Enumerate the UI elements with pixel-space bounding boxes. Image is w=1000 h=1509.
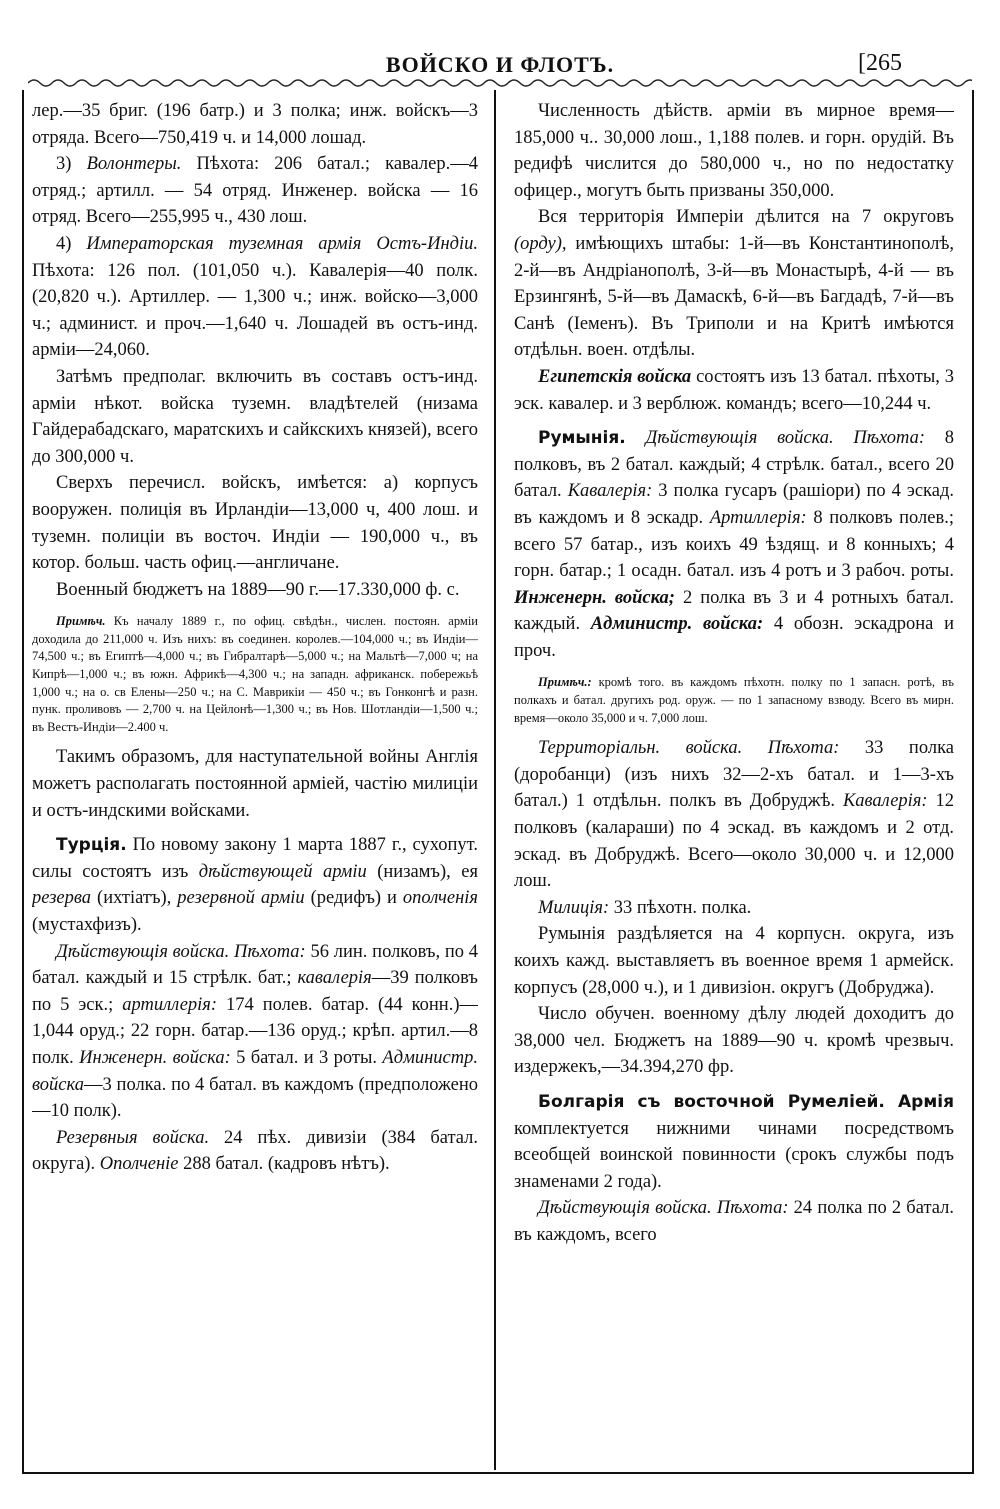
item-number: 3) [56,154,87,175]
paragraph-militia [514,895,954,922]
section-term: Администр. войска [32,1047,478,1095]
paragraph-territorial [514,735,954,895]
paragraph: Численность дѣйств. арміи въ мирное время—185,000 ч.. 30,000 лош., 1,188 полев. и горн. орудій. Въ редифѣ числится до 580,000 ч., но по недостатку офицер., могутъ быть призваны 350,000. [514,101,954,201]
section-term: Территоріальн. войска. Пѣхота: [538,738,840,759]
section-term: Инженерн. войска: [79,1047,231,1068]
paragraph-text: комплектуется нижними чинами посредствомъ всеобщей воинской повинности (срокъ службы подъ знаменами 2 года). [514,1118,954,1192]
paragraph-text: 33 пѣхотн. полка. [609,897,752,918]
paragraph-text: По новому закону 1 марта 1887 г., сухопут. силы состоятъ изъ [32,835,478,882]
section-heading: Турція. [56,835,127,856]
section-term: Инженерн. войска; [514,587,675,608]
paragraph-volunteers [32,151,478,231]
footnote-label: Примѣч. [56,614,106,629]
paragraph-text: 24 полка по 2 батал. въ каждомъ, всего [514,1198,954,1245]
paragraph-turkey-reserve [32,1125,478,1178]
section-heading: Болгарія съ восточной Румеліей. [538,1091,885,1112]
paragraph-text: 174 полев. батар. (44 конн.)—1,044 оруд.; 22 горн. батар.—136 оруд.; крѣп. артил.—8 полк. [32,994,478,1068]
section-heading: Румынія. [538,428,626,449]
section-term: Администр. войска: [590,614,764,635]
paragraph-bulgaria-active [514,1195,954,1248]
paragraph-text: 8 полковъ, въ 2 батал. каждый; 4 стрѣлк. батал., всего 20 батал. [514,428,954,502]
wavy-header-rule [28,76,972,90]
paragraph-text: 4 обозн. эскадрона и проч. [514,614,954,661]
paragraph-text: 24 пѣх. дивизіи (384 батал. округа). [32,1127,478,1175]
paragraph: лер.—35 бриг. (196 батр.) и 3 полка; инж. войскъ—3 отряда. Всего—750,419 ч. и 14,000 лошад. [32,101,478,148]
page-header-title: ВОЙСКО И ФЛОТЪ. [385,52,615,77]
paragraph: Число обучен. военному дѣлу людей доходитъ до 38,000 чел. Бюджетъ на 1889—90 ч. кромѣ чрезвыч. издержекъ,—34.394,270 фр. [514,1004,954,1078]
column-divider [494,90,496,1470]
paragraph-text: Пѣхота: 206 батал.; кавалер.—4 отряд.; артилл. — 54 отряд. Инженер. войска — 16 отряд. Всего—255,995 ч., 430 лош. [32,154,478,228]
paragraph-text: 12 полковъ (калараши) по 4 эскад. въ каждомъ и 2 отд. эскад. въ Добруджѣ. Всего—около 30,000 ч. и 12,000 лош. [514,791,954,892]
paragraph-text: 56 лин. полковъ, по 4 батал. каждый и 15 стрѣлк. бат.; [32,941,478,989]
page-number: [265 [858,50,902,76]
paragraph-text: (редифъ) и [304,888,403,909]
section-term: Дѣйствующія войска. Пѣхота: [56,941,306,962]
paragraph-romania [514,425,954,664]
paragraph-text: 288 батал. (кадровъ нѣтъ). [178,1154,390,1175]
left-column [32,98,478,1466]
section-term: Кавалерія: [567,481,653,502]
paragraph: Такимъ образомъ, для наступательной войны Англія можетъ располагать постоянной арміей, частію милиціи и остъ-индскими войсками. [32,747,478,821]
right-column [514,98,954,1466]
section-term: Ополченіе [99,1154,179,1175]
footnote [514,674,954,727]
footnote-text: кромѣ того. въ каждомъ пѣхотн. полку по 1 запасн. ротѣ, въ полкахъ и батал. другихъ род. оруж. — по 1 запасному взводу. Всего въ мирн. время—около 35,000 и ч. 7,000 лош. [514,675,954,725]
paragraph: Затѣмъ предполаг. включить въ составъ остъ-инд. арміи нѣкот. войска туземн. владѣтелей (низама Гайдерабадскаго, маратскихъ и сайкскихъ князей), всего до 300,000 ч. [32,366,478,467]
paragraph-indian-army [32,231,478,364]
section-term: дѣйствующей арміи [198,861,367,882]
paragraph-bulgaria [514,1089,954,1195]
paragraph: Румынія раздѣляется на 4 корпусн. округа, изъ коихъ кажд. выставляетъ въ военное время 1 армейск. корпусъ (28,000 ч.), и 1 дивизіон. округъ (Добруджа). [514,924,954,998]
footnote [32,613,478,736]
section-term: Египетскія войска [538,366,692,387]
paragraph-text: 33 полка (доробанци) (изъ нихъ 32—2-хъ батал. и 1—3-хъ батал.) 1 отдѣльн. полкъ въ Добруджѣ. [514,738,954,812]
paragraph-text: (мустахфизъ). [32,915,142,935]
section-term: (орду), [514,233,567,254]
paragraph-text: Пѣхота: 126 пол. (101,050 ч.). Кавалерія—40 полк. (20,820 ч.). Артиллер. — 1,300 ч.; инж. войско—3,000 ч.; админист. и проч.—1,640 ч. Лошадей въ остъ-инд. арміи—24,060. [32,260,478,361]
section-term: Императорская туземная армія Остъ-Индіи. [86,233,478,254]
paragraph-turkey-active [32,939,478,1125]
paragraph-turkey [32,832,478,938]
section-term: ополченія [402,888,478,909]
section-term: резерва [32,888,92,909]
paragraph-text: 5 батал. и 3 роты. [230,1047,383,1068]
section-term: Дѣйствующія войска. Пѣхота: [625,428,926,449]
item-number: 4) [56,233,87,254]
paragraph-text: —39 полковъ по 5 эск.; [32,968,478,1015]
section-term: Кавалерія: [842,791,928,812]
section-term: Милиція: [538,897,610,918]
paragraph-text: (низамъ), ея [366,861,478,882]
section-term: резервной арміи [177,888,305,909]
paragraph-text: состоятъ изъ 13 батал. пѣхоты, 3 эск. кавалер. и 3 верблюж. командъ; всего—10,244 ч. [514,366,954,414]
section-term: Резервныя войска. [56,1127,210,1148]
paragraph-budget: Военный бюджетъ на 1889—90 г.—17.330,000 ф. с. [56,579,460,600]
paragraph-egypt [514,364,954,417]
section-term: Артиллерія: [709,507,807,528]
section-term: кавалерія [297,968,372,989]
paragraph: Сверхъ перечисл. войскъ, имѣется: а) корпусъ вооружен. полиція въ Ирландіи—13,000 ч, 400 лош. и туземн. полиціи въ восточ. Индіи — 190,000 ч., въ котор. больш. часть офиц.—англичане. [32,473,478,574]
paragraph-text: (ихтіатъ), [91,888,178,909]
paragraph-text: имѣющихъ штабы: 1-й—въ Константинополѣ, 2-й—въ Андріанополѣ, 3-й—въ Монастырѣ, 4-й — въ Ерзингянѣ, 5-й—въ Дамаскѣ, 6-й—въ Багдадѣ, 7-й—въ Санѣ (Iеменъ). Въ Триполи и на Критѣ имѣются отдѣльн. воен. отдѣлы. [514,233,954,361]
paragraph-text: 3 полка гусаръ (рашіори) по 4 эскад. въ каждомъ и 8 эскадр. [514,481,954,528]
section-term: артиллерія: [122,994,218,1015]
paragraph-text: 2 полка въ 3 и 4 ротныхъ батал. каждый. [514,587,954,635]
footnote-label: Примѣч.: [538,675,592,690]
paragraph-text: Вся территорія Имперіи дѣлится на 7 округовъ [538,207,954,228]
section-heading: Армія [884,1091,954,1112]
section-term: Волонтеры. [86,154,182,175]
section-term: Дѣйствующія войска. Пѣхота: [538,1198,789,1219]
footnote-text: Къ началу 1889 г., по офиц. свѣдѣн., числен. постоян. арміи доходила до 211,000 ч. Изъ нихъ: въ соединен. королев.—104,000 ч.; въ Индіи—74,500 ч.; въ Египтѣ—4,000 ч.; въ Гибралтарѣ—5,000 ч.; на Мальтѣ—7,000 ч; на Кипрѣ—1,000 ч.; въ южн. Африкѣ—4,300 ч.; на западн. африканск. побережьѣ 1,000 ч.; на о. св Елены—250 ч.; на С. Маврикіи — 450 ч.; въ Гонконгѣ и разн. пунк. проливовъ — 2,700 ч. на Цейлонѣ—1,300 ч.; въ Нов. Шотландіи—1,500 ч.; въ Вестъ-Индіи—2.400 ч. [32,614,478,734]
paragraph-districts [514,204,954,364]
paragraph-text: —3 полка. по 4 батал. въ каждомъ (предположено—10 полк). [32,1074,478,1122]
paragraph-text: 8 полковъ полев.; всего 57 батар., изъ коихъ 49 ѣздящ. и 8 конныхъ; 4 горн. батар.; 1 осадн. батал. изъ 4 ротъ и 3 рабоч. роты. [514,507,954,582]
